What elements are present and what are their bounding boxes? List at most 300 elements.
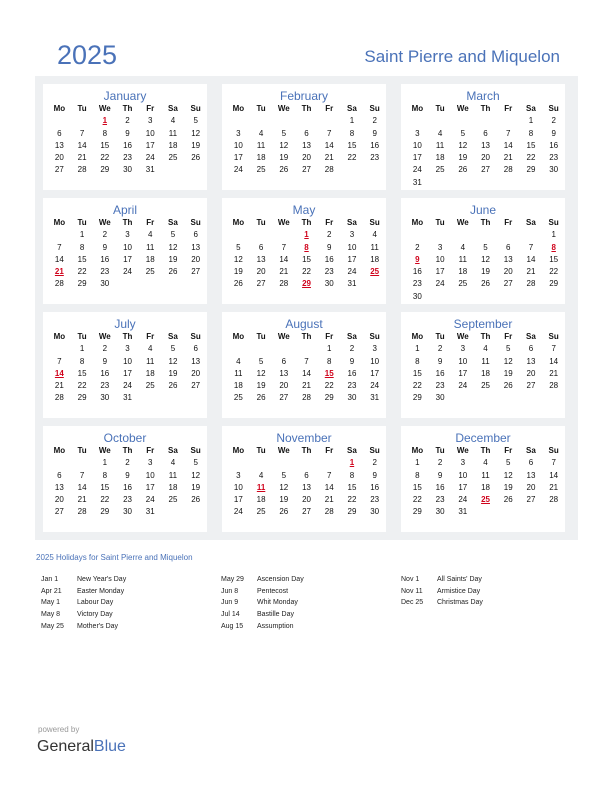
holiday-item	[401, 597, 571, 609]
day-cell: 26	[279, 165, 289, 175]
day-cell: 30	[100, 279, 110, 289]
day-cell: 4	[258, 128, 264, 138]
day-cell: 8	[415, 356, 420, 366]
day-cell: 16	[100, 254, 110, 264]
day-cell: 19	[168, 254, 178, 264]
day-cell: 18	[168, 140, 178, 150]
weekday-label: Mo	[411, 104, 424, 113]
day-cell: 7	[506, 128, 511, 138]
week-row	[222, 457, 386, 469]
day-cell: 2	[372, 458, 377, 468]
holiday-date: Nov 1	[401, 576, 420, 583]
empty-cell	[227, 343, 250, 355]
month-name: January	[103, 89, 147, 103]
week-row	[43, 380, 207, 392]
day-cell: 18	[168, 482, 178, 492]
day-cell: 5	[236, 242, 241, 252]
day-cell: 19	[256, 381, 266, 391]
brand-logo[interactable]	[37, 738, 126, 756]
day-cell: 16	[435, 482, 445, 492]
week-row	[401, 229, 565, 241]
weekday-label: Su	[369, 104, 380, 113]
day-cell: 9	[437, 356, 443, 366]
day-cell: 15	[100, 140, 110, 150]
day-cell: 15	[77, 254, 87, 264]
day-cell: 9	[327, 242, 332, 252]
day-cell: 23	[549, 153, 559, 163]
week-row	[43, 494, 207, 506]
day-cell: 20	[526, 482, 536, 492]
weekday-label: Fr	[504, 104, 513, 113]
weekday-label: Fr	[504, 332, 513, 341]
year-title: 2025	[57, 40, 118, 70]
holiday-name: Pentecost	[257, 587, 289, 595]
weekday-label: Mo	[411, 218, 424, 227]
day-cell: 30	[100, 393, 110, 403]
empty-cell	[272, 115, 295, 127]
day-cell: 29	[77, 393, 87, 403]
day-cell: 26	[168, 267, 178, 277]
day-cell: 27	[526, 381, 536, 391]
day-cell: 1	[528, 116, 534, 126]
day-cell: 18	[458, 267, 468, 277]
holiday-date: Jul 14	[221, 611, 240, 619]
weekday-label: Th	[301, 332, 312, 341]
holiday-item	[221, 597, 391, 609]
weekday-label: Su	[369, 332, 380, 341]
week-row	[222, 164, 386, 176]
day-cell: 14	[324, 482, 334, 492]
day-cell: 24	[233, 507, 243, 517]
day-cell: 14	[54, 368, 64, 378]
empty-cell	[162, 392, 185, 404]
day-cell: 16	[435, 368, 445, 378]
day-cell: 27	[191, 267, 201, 277]
day-cell: 27	[54, 507, 64, 517]
day-cell: 5	[258, 356, 264, 366]
day-cell: 1	[349, 116, 355, 126]
day-cell: 11	[435, 140, 445, 150]
weekday-header	[401, 103, 565, 115]
empty-cell	[48, 343, 71, 355]
weekday-label: Sa	[347, 332, 357, 341]
day-cell: 12	[233, 254, 243, 264]
day-cell: 19	[503, 368, 513, 378]
day-cell: 22	[77, 267, 87, 277]
day-cell: 14	[77, 140, 87, 150]
month-name: December	[455, 431, 511, 445]
day-cell: 12	[279, 140, 289, 150]
weekday-header	[43, 445, 207, 457]
day-cell: 20	[191, 254, 201, 264]
holiday-name: All Saints' Day	[437, 576, 482, 583]
weekday-label: Sa	[526, 332, 536, 341]
day-cell: 26	[279, 507, 289, 517]
week-row	[401, 128, 565, 140]
day-cell: 30	[412, 291, 422, 301]
day-cell: 17	[458, 482, 468, 492]
day-cell: 27	[503, 279, 513, 289]
day-cell: 31	[145, 507, 155, 517]
day-cell: 15	[324, 368, 334, 378]
day-cell: 12	[503, 356, 513, 366]
day-cell: 13	[279, 368, 289, 378]
empty-cell	[474, 115, 497, 127]
day-cell: 11	[146, 242, 155, 252]
day-cell: 15	[302, 254, 311, 264]
day-cell: 12	[191, 470, 201, 480]
weekday-header	[43, 331, 207, 343]
week-row	[401, 266, 565, 278]
holiday-name: Whit Monday	[257, 599, 298, 607]
day-cell: 15	[526, 140, 536, 150]
day-cell: 4	[236, 356, 241, 366]
day-cell: 3	[415, 128, 420, 138]
day-cell: 6	[483, 128, 488, 138]
empty-cell	[474, 291, 497, 303]
day-cell: 22	[526, 153, 536, 163]
week-row	[401, 278, 565, 290]
day-cell: 6	[304, 470, 309, 480]
weekday-label: We	[277, 218, 290, 227]
day-cell: 25	[370, 267, 380, 277]
week-row	[222, 392, 386, 404]
weekday-label: We	[98, 104, 111, 113]
week-row	[43, 506, 207, 518]
holiday-column	[221, 574, 391, 632]
holiday-date: Nov 11	[401, 587, 423, 595]
weekday-label: We	[98, 332, 111, 341]
day-cell: 15	[347, 482, 357, 492]
day-cell: 6	[506, 242, 511, 252]
day-cell: 28	[279, 279, 289, 289]
day-cell: 18	[256, 153, 266, 163]
day-cell: 18	[435, 153, 445, 163]
week-row	[43, 368, 207, 380]
weekday-label: Sa	[168, 332, 178, 341]
day-cell: 8	[327, 356, 332, 366]
empty-cell	[363, 164, 386, 176]
day-cell: 19	[503, 482, 513, 492]
empty-cell	[272, 229, 295, 241]
month-march	[401, 84, 565, 190]
day-cell: 14	[503, 140, 513, 150]
empty-cell	[542, 291, 565, 303]
day-cell: 3	[372, 344, 377, 354]
day-cell: 27	[256, 279, 266, 289]
empty-cell	[451, 392, 474, 404]
day-cell: 5	[460, 128, 466, 138]
day-cell: 24	[435, 279, 445, 289]
day-cell: 22	[347, 495, 357, 505]
day-cell: 13	[54, 482, 64, 492]
day-cell: 20	[256, 267, 266, 277]
day-cell: 14	[549, 470, 559, 480]
day-cell: 21	[324, 495, 334, 505]
day-cell: 8	[415, 470, 420, 480]
weekday-label: Mo	[411, 446, 424, 455]
week-row	[401, 380, 565, 392]
weekday-label: Fr	[146, 218, 155, 227]
day-cell: 21	[54, 267, 64, 277]
day-cell: 6	[57, 470, 62, 480]
weekday-header	[401, 331, 565, 343]
day-cell: 26	[503, 495, 513, 505]
day-cell: 3	[349, 230, 355, 240]
weekday-label: Su	[190, 104, 201, 113]
day-cell: 30	[435, 507, 445, 517]
week-row	[222, 470, 386, 482]
day-cell: 27	[481, 165, 490, 175]
empty-cell	[451, 115, 474, 127]
day-cell: 11	[458, 254, 467, 264]
day-cell: 29	[412, 507, 422, 517]
week-row	[222, 494, 386, 506]
day-cell: 24	[145, 495, 155, 505]
weekday-label: Th	[122, 446, 133, 455]
day-cell: 8	[102, 470, 108, 480]
day-cell: 28	[324, 165, 334, 175]
day-cell: 23	[370, 153, 380, 163]
week-row	[222, 343, 386, 355]
day-cell: 7	[528, 242, 534, 252]
week-row	[222, 278, 386, 290]
weekday-label: We	[456, 446, 469, 455]
week-row	[43, 164, 207, 176]
day-cell: 2	[551, 116, 556, 126]
day-cell: 28	[503, 165, 513, 175]
day-cell: 27	[191, 381, 201, 391]
day-cell: 25	[481, 495, 490, 505]
empty-cell	[497, 115, 520, 127]
day-cell: 23	[370, 495, 380, 505]
day-cell: 9	[349, 356, 355, 366]
day-cell: 4	[437, 128, 443, 138]
day-cell: 22	[347, 153, 357, 163]
day-cell: 17	[412, 153, 422, 163]
day-cell: 24	[347, 267, 357, 277]
day-cell: 31	[145, 165, 155, 175]
month-name: November	[276, 431, 332, 445]
weekday-header	[222, 103, 386, 115]
week-row	[401, 368, 565, 380]
day-cell: 6	[258, 242, 264, 252]
week-row	[401, 356, 565, 368]
week-row	[222, 152, 386, 164]
day-cell: 7	[79, 128, 85, 138]
weekday-header	[222, 331, 386, 343]
day-cell: 3	[460, 344, 466, 354]
day-cell: 20	[191, 368, 201, 378]
week-row	[401, 494, 565, 506]
weekday-label: Sa	[526, 446, 536, 455]
weekday-label: Tu	[435, 218, 445, 227]
empty-cell	[272, 343, 295, 355]
day-cell: 11	[234, 368, 243, 378]
day-cell: 18	[233, 381, 243, 391]
day-cell: 18	[145, 254, 155, 264]
holiday-date: Jun 8	[221, 587, 239, 595]
day-cell: 22	[100, 495, 110, 505]
day-cell: 17	[347, 254, 357, 264]
day-cell: 20	[54, 495, 64, 505]
weekday-label: Tu	[435, 332, 445, 341]
day-cell: 29	[302, 279, 311, 289]
weekday-label: Tu	[435, 104, 445, 113]
day-cell: 21	[526, 267, 536, 277]
day-cell: 18	[481, 482, 490, 492]
day-cell: 4	[170, 458, 176, 468]
weekday-label: Sa	[347, 104, 357, 113]
day-cell: 7	[281, 242, 287, 252]
day-cell: 7	[551, 344, 556, 354]
empty-cell	[162, 506, 185, 518]
day-cell: 11	[370, 242, 379, 252]
day-cell: 19	[481, 267, 490, 277]
day-cell: 26	[168, 381, 178, 391]
day-cell: 24	[370, 381, 380, 391]
day-cell: 30	[123, 507, 132, 517]
day-cell: 14	[77, 482, 87, 492]
powered-by: powered by	[38, 725, 80, 734]
day-cell: 19	[168, 368, 178, 378]
day-cell: 24	[123, 267, 132, 277]
weekday-label: Su	[190, 446, 201, 455]
day-cell: 1	[102, 116, 108, 126]
day-cell: 8	[79, 356, 85, 366]
week-row	[43, 392, 207, 404]
week-row	[222, 128, 386, 140]
day-cell: 28	[302, 393, 311, 403]
holiday-item	[41, 621, 211, 633]
empty-cell	[227, 457, 250, 469]
day-cell: 17	[145, 140, 155, 150]
day-cell: 9	[372, 128, 377, 138]
weekday-label: Fr	[146, 446, 155, 455]
day-cell: 13	[302, 140, 311, 150]
holiday-name: Mother's Day	[77, 622, 119, 630]
day-cell: 27	[302, 507, 311, 517]
holiday-name: Victory Day	[77, 611, 113, 619]
empty-cell	[497, 177, 520, 189]
weekday-label: Mo	[232, 446, 245, 455]
day-cell: 13	[302, 482, 311, 492]
week-row	[43, 356, 207, 368]
day-cell: 5	[193, 458, 198, 468]
day-cell: 13	[503, 254, 513, 264]
empty-cell	[116, 278, 139, 290]
day-cell: 25	[481, 381, 490, 391]
day-cell: 17	[145, 482, 155, 492]
weekday-label: Fr	[146, 332, 155, 341]
week-row	[222, 115, 386, 127]
day-cell: 9	[437, 470, 443, 480]
brand-general: General	[37, 738, 94, 755]
empty-cell	[542, 506, 565, 518]
day-cell: 7	[57, 242, 62, 252]
day-cell: 2	[125, 116, 130, 126]
empty-cell	[162, 164, 185, 176]
day-cell: 16	[370, 140, 380, 150]
weekday-label: Su	[369, 446, 380, 455]
week-row	[43, 266, 207, 278]
day-cell: 10	[145, 470, 155, 480]
day-cell: 23	[123, 153, 132, 163]
day-cell: 26	[233, 279, 243, 289]
empty-cell	[406, 229, 429, 241]
weekday-label: Mo	[232, 332, 245, 341]
empty-cell	[184, 278, 207, 290]
empty-cell	[48, 457, 71, 469]
empty-cell	[497, 392, 520, 404]
month-august	[222, 312, 386, 418]
day-cell: 13	[191, 242, 201, 252]
month-name: October	[103, 431, 147, 445]
weekday-label: Sa	[168, 104, 178, 113]
holiday-item	[41, 609, 211, 621]
day-cell: 9	[125, 128, 130, 138]
day-cell: 10	[458, 356, 468, 366]
day-cell: 7	[327, 128, 332, 138]
day-cell: 21	[549, 482, 559, 492]
week-row	[401, 482, 565, 494]
day-cell: 30	[123, 165, 132, 175]
week-row	[401, 242, 565, 254]
month-october	[43, 426, 207, 532]
day-cell: 11	[168, 128, 178, 138]
week-row	[43, 278, 207, 290]
day-cell: 6	[193, 344, 198, 354]
weekday-label: Th	[480, 104, 491, 113]
weekday-label: Fr	[325, 332, 334, 341]
month-november	[222, 426, 386, 532]
day-cell: 9	[102, 242, 108, 252]
day-cell: 25	[256, 507, 266, 517]
empty-cell	[520, 291, 543, 303]
empty-cell	[250, 115, 273, 127]
empty-cell	[295, 457, 318, 469]
day-cell: 24	[458, 495, 468, 505]
day-cell: 23	[100, 267, 110, 277]
empty-cell	[474, 506, 497, 518]
weekday-label: Tu	[77, 332, 87, 341]
day-cell: 1	[102, 458, 108, 468]
weekday-header	[222, 217, 386, 229]
day-cell: 18	[481, 368, 490, 378]
month-name: April	[112, 203, 137, 217]
day-cell: 10	[347, 242, 357, 252]
empty-cell	[497, 291, 520, 303]
empty-cell	[295, 343, 318, 355]
day-cell: 7	[327, 470, 332, 480]
weekday-label: Su	[548, 218, 559, 227]
week-row	[401, 343, 565, 355]
week-row	[43, 254, 207, 266]
day-cell: 14	[324, 140, 334, 150]
week-row	[222, 254, 386, 266]
weekday-label: We	[277, 446, 290, 455]
day-cell: 28	[526, 279, 536, 289]
day-cell: 12	[168, 242, 178, 252]
holiday-column	[41, 574, 211, 632]
holiday-date: Dec 25	[401, 599, 424, 607]
day-cell: 10	[458, 470, 468, 480]
day-cell: 4	[483, 458, 488, 468]
weekday-label: Fr	[504, 446, 513, 455]
day-cell: 8	[102, 128, 108, 138]
month-name: May	[292, 203, 316, 217]
weekday-label: Tu	[77, 104, 87, 113]
